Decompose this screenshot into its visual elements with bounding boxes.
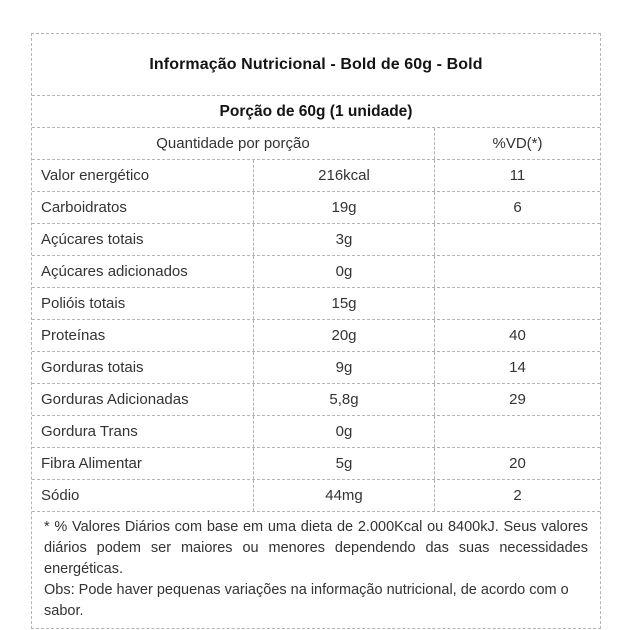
nutrient-amount: 216kcal <box>253 160 434 191</box>
nutrient-daily-value <box>434 416 600 447</box>
footnote-row <box>32 511 600 628</box>
nutrient-amount: 0g <box>253 256 434 287</box>
nutrient-label: Gorduras Adicionadas <box>41 391 189 408</box>
table-row <box>32 447 600 479</box>
nutrient-amount: 0g <box>253 416 434 447</box>
table-row <box>32 351 600 383</box>
table-title: Informação Nutricional - Bold de 60g - Bold <box>149 55 483 73</box>
nutrient-label: Gordura Trans <box>41 423 138 440</box>
nutrient-label: Valor energético <box>41 167 150 184</box>
table-row <box>32 191 600 223</box>
nutrient-amount: 9g <box>253 352 434 383</box>
daily-values-footnote: * % Valores Diários com base em uma dieta de 2.000Kcal ou 8400kJ. Seus valores diários podem ser maiores ou menores dependendo das suas necessidades energéticas. <box>44 519 588 577</box>
nutrient-amount: 3g <box>253 224 434 255</box>
quantity-column-header: Quantidade por porção <box>156 135 310 152</box>
table-title-row <box>32 34 600 95</box>
table-row <box>32 383 600 415</box>
nutrient-amount: 5g <box>253 448 434 479</box>
nutrient-label: Sódio <box>41 487 80 504</box>
nutrition-table <box>31 33 601 629</box>
nutrient-daily-value: 11 <box>434 160 600 191</box>
nutrient-daily-value: 40 <box>434 320 600 351</box>
nutrient-daily-value <box>434 224 600 255</box>
portion-row <box>32 95 600 127</box>
table-row <box>32 479 600 511</box>
column-header-row <box>32 127 600 159</box>
table-row <box>32 415 600 447</box>
nutrient-daily-value <box>434 256 600 287</box>
daily-value-column-header: %VD(*) <box>434 128 600 159</box>
nutrient-daily-value <box>434 288 600 319</box>
nutrient-daily-value: 20 <box>434 448 600 479</box>
observation-footnote: Obs: Pode haver pequenas variações na informação nutricional, de acordo com o sabor. <box>44 582 569 619</box>
nutrient-daily-value: 14 <box>434 352 600 383</box>
table-row <box>32 223 600 255</box>
nutrient-daily-value: 2 <box>434 480 600 511</box>
nutrient-label: Fibra Alimentar <box>41 455 142 472</box>
portion-label: Porção de 60g (1 unidade) <box>219 102 413 120</box>
nutrient-label: Açúcares adicionados <box>41 263 188 280</box>
nutrient-label: Polióis totais <box>41 295 126 312</box>
nutrient-label: Carboidratos <box>41 199 127 216</box>
nutrient-amount: 44mg <box>253 480 434 511</box>
nutrient-amount: 19g <box>253 192 434 223</box>
nutrient-amount: 20g <box>253 320 434 351</box>
nutrient-amount: 15g <box>253 288 434 319</box>
nutrient-daily-value: 29 <box>434 384 600 415</box>
table-row <box>32 255 600 287</box>
nutrient-label: Açúcares totais <box>41 231 144 248</box>
nutrient-label: Proteínas <box>41 327 106 344</box>
nutrient-daily-value: 6 <box>434 192 600 223</box>
table-row <box>32 159 600 191</box>
nutrient-amount: 5,8g <box>253 384 434 415</box>
nutrient-label: Gorduras totais <box>41 359 144 376</box>
table-row <box>32 287 600 319</box>
table-row <box>32 319 600 351</box>
